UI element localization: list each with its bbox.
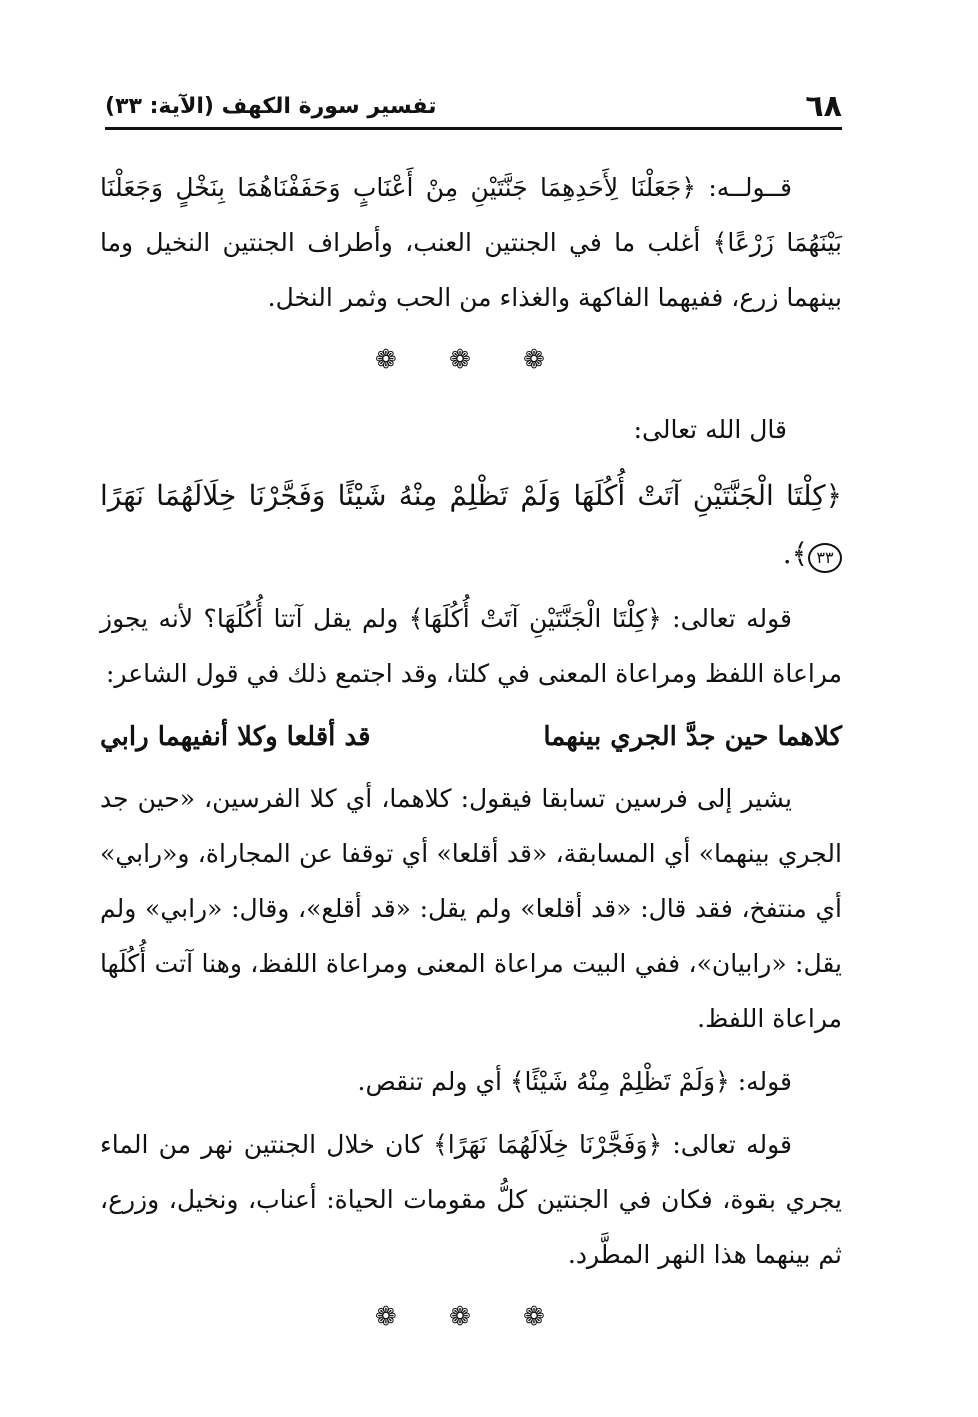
poem-second-hemistich: قد أقلعا وكلا أنفيهما رابي <box>100 722 371 752</box>
page-body <box>100 160 842 1359</box>
paragraph-tafsir-verse-32: قــولــه: ﴿جَعَلْنَا لِأَحَدِهِمَا جَنَّتَيْنِ مِنْ أَعْنَابٍ وَحَفَفْنَاهُمَا بِنَخْلٍ وَجَعَلْنَا بَيْنَهُمَا زَرْعًا﴾ أغلب ما في الجنتين العنب، وأطراف الجنتين النخيل وما بينهما زرع، ففيهما الفاكهة والغذاء من الحب وثمر النخل. <box>100 173 842 312</box>
paragraph-wa-fajjarna: قوله تعالى: ﴿وَفَجَّرْنَا خِلَالَهُمَا نَهَرًا﴾ كان خلال الجنتين نهر من الماء يجري بقوة، فكان في الجنتين كلُّ مقومات الحياة: أعناب، ونخيل، وزرع، ثم بينهما هذا النهر المطَّرد. <box>100 1130 842 1269</box>
running-title: تفسير سورة الكهف (الآية: ٣٣) <box>105 94 437 119</box>
quran-verse-33 <box>100 467 842 583</box>
section-separator-end: ❁ ❁ ❁ <box>375 1302 567 1332</box>
paragraph-wa-lam-tazlim: قوله: ﴿وَلَمْ تَظْلِمْ مِنْهُ شَيْئًا﴾ أي ولم تنقص. <box>357 1067 792 1096</box>
page-number: ٦٨ <box>805 89 842 124</box>
verse-text: ﴿كِلْتَا الْجَنَّتَيْنِ آتَتْ أُكُلَهَا وَلَمْ تَظْلِمْ مِنْهُ شَيْئًا وَفَجَّرْنَا خِلَالَهُمَا نَهَرًا <box>100 479 842 512</box>
poem-first-hemistich: كلاهما حين جدَّ الجري بينهما <box>543 722 842 752</box>
paragraph-grammar-note: قوله تعالى: ﴿كِلْتَا الْجَنَّتَيْنِ آتَتْ أُكُلَهَا﴾ ولم يقل آتتا أُكُلَهَا؟ لأنه يجوز مراعاة اللفظ ومراعاة المعنى في كلتا، وقد اجتمع ذلك في قول الشاعر: <box>100 604 842 688</box>
verse-intro: قال الله تعالى: <box>633 415 787 444</box>
section-separator: ❁ ❁ ❁ <box>375 345 567 375</box>
poetry-line <box>100 709 842 765</box>
verse-number-icon: ٣٣ <box>808 543 842 573</box>
paragraph-poem-explanation: يشير إلى فرسين تسابقا فيقول: كلاهما، أي كلا الفرسين، «حين جد الجري بينهما» أي المسابقة، «قد أقلعا» أي توقفا عن المجاراة، و«رابي» أي منتفخ، فقد قال: «قد أقلعا» ولم يقل: «قد أقلع»، وقال: «رابي» ولم يقل: «رابيان»، ففي البيت مراعاة المعنى ومراعاة اللفظ، وهنا آتت أُكُلَها مراعاة اللفظ. <box>100 784 842 1033</box>
verse-end: ﴾. <box>782 537 808 570</box>
page-header <box>105 86 842 130</box>
